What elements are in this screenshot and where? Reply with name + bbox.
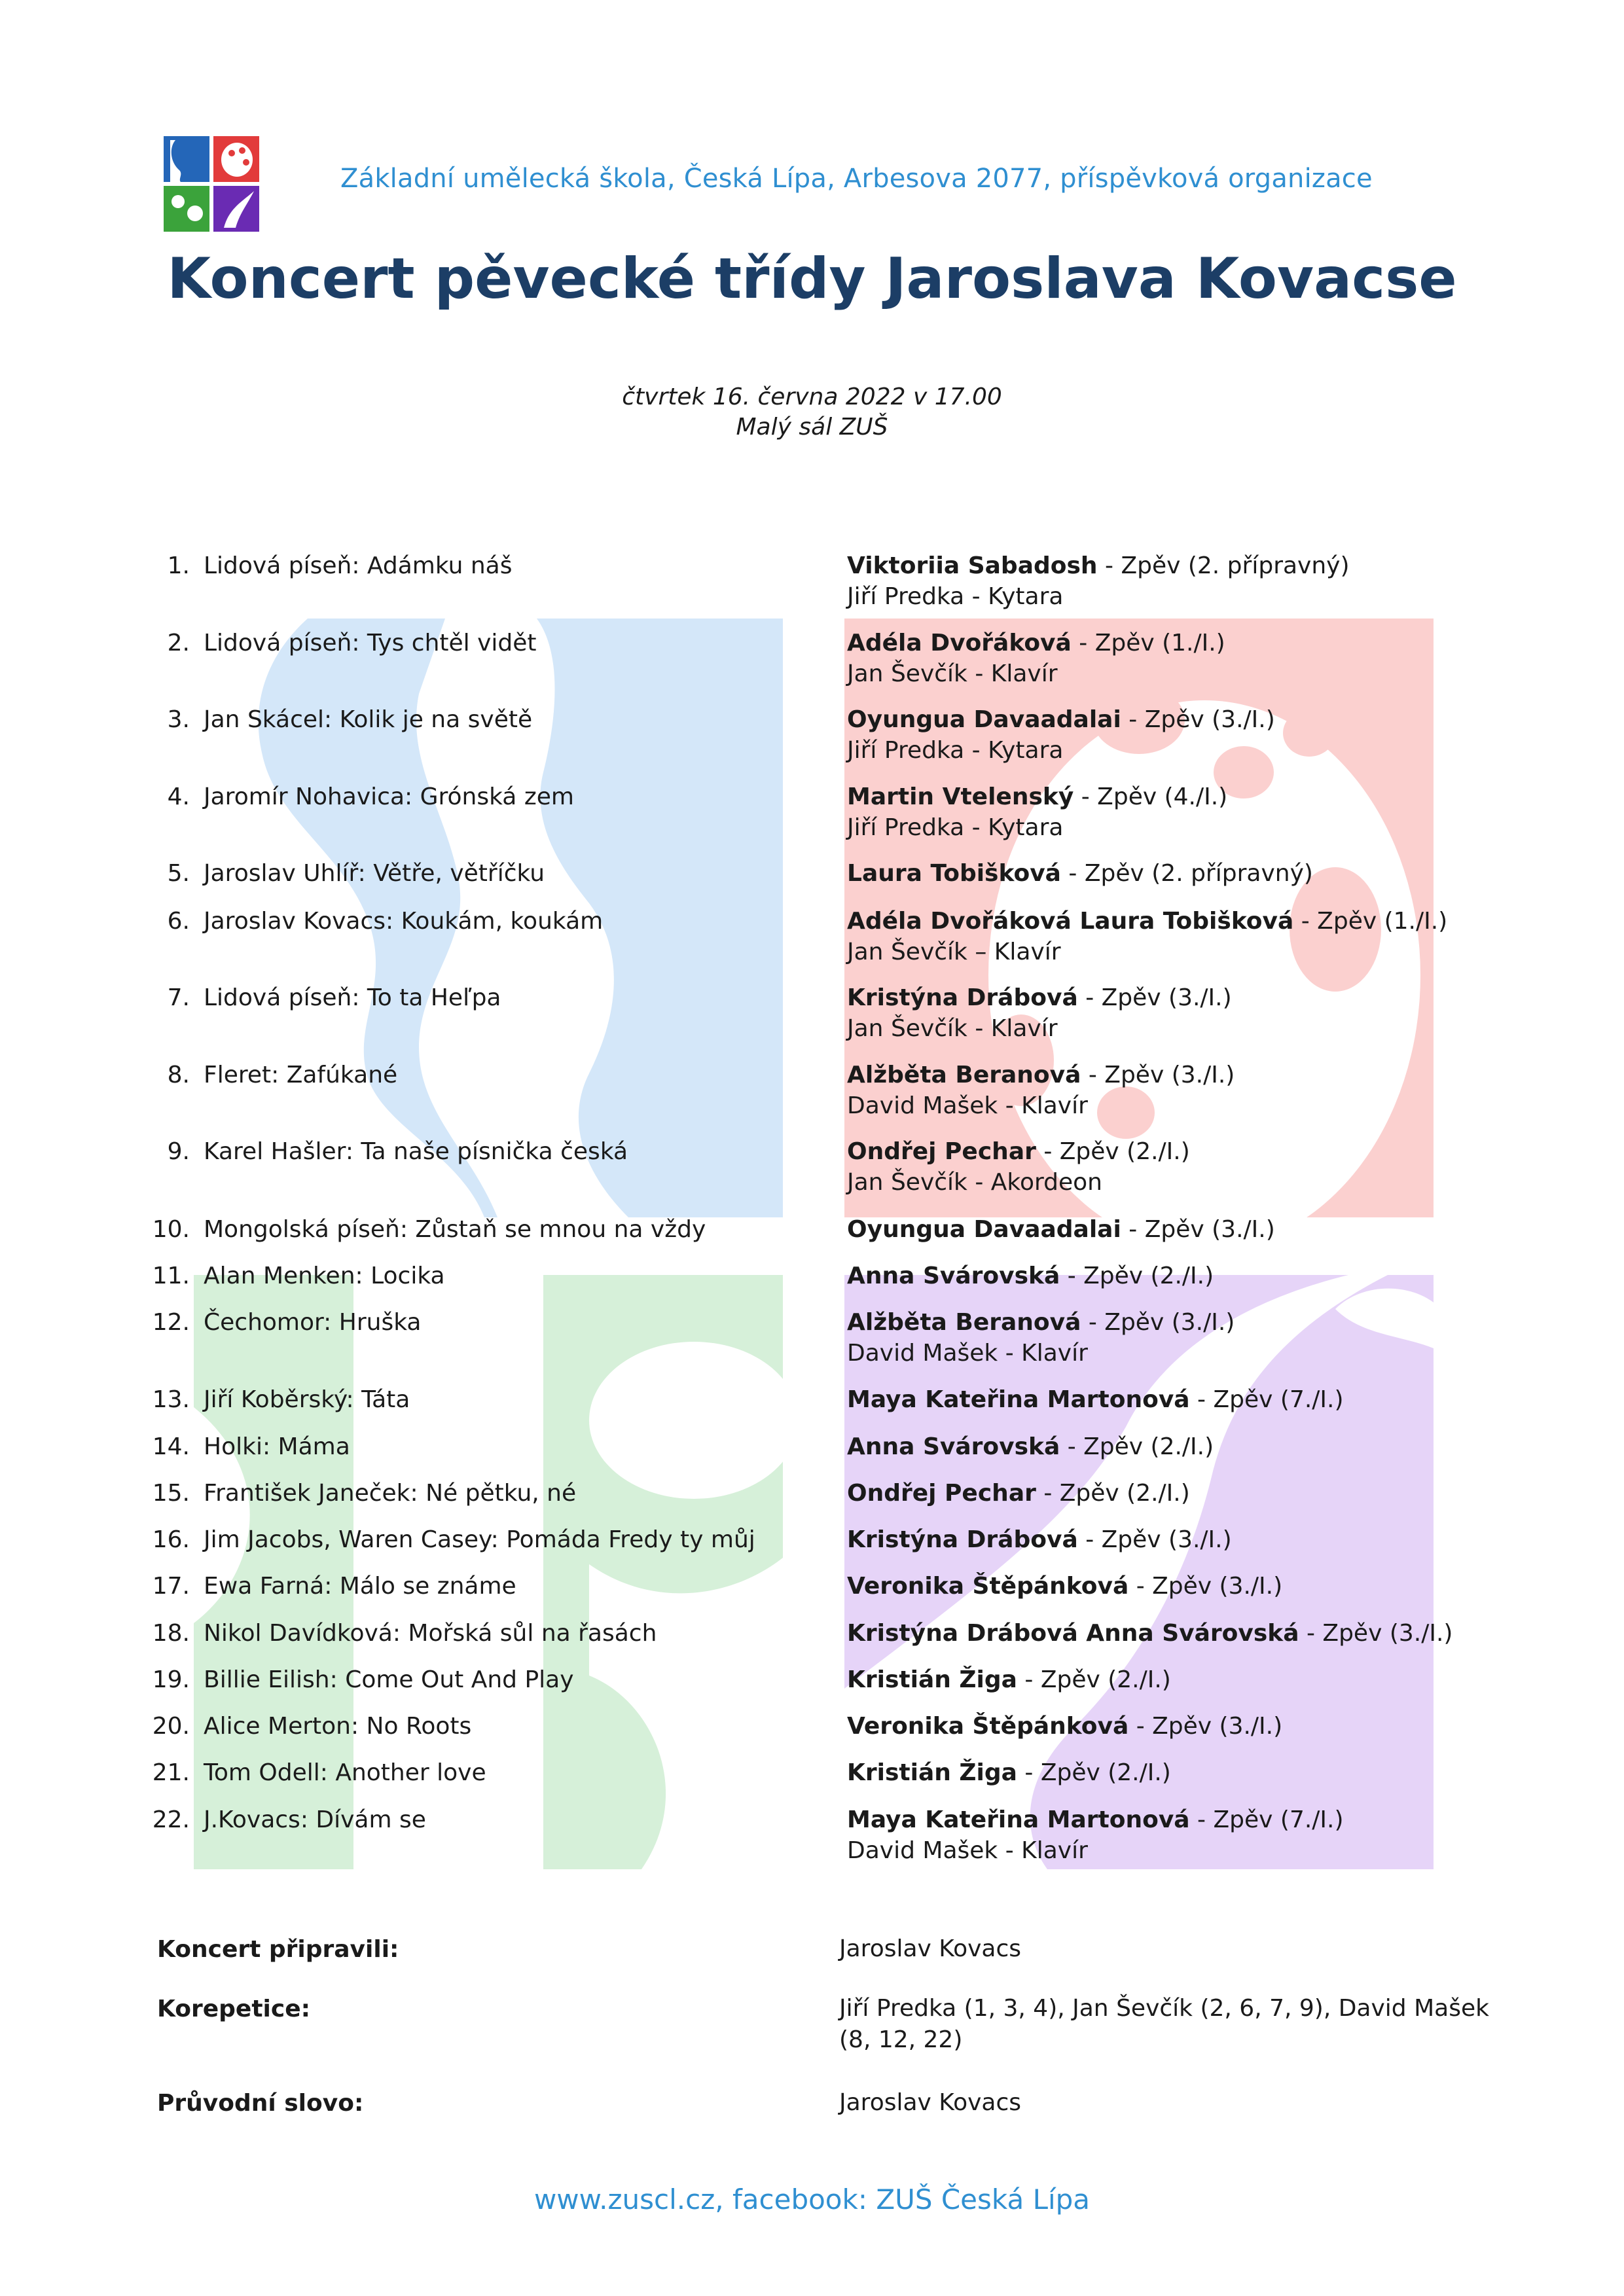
- program-performer-line: [847, 1137, 1190, 1167]
- program-piece: Jaroslav Uhlíř: Větře, větříčku: [204, 860, 545, 887]
- performer-role: - Zpěv (2./I.): [1036, 1480, 1190, 1507]
- program-number: 20.: [152, 1713, 190, 1740]
- program-number: 14.: [152, 1433, 190, 1460]
- program-piece: Tom Odell: Another love: [204, 1759, 486, 1786]
- program-performer-line: [847, 1571, 1282, 1602]
- performer-role: - Zpěv (4./I.): [1074, 783, 1228, 810]
- performer-role: - Zpěv (7./I.): [1189, 1386, 1344, 1413]
- program-number: 4.: [167, 783, 190, 810]
- performer-role: - Zpěv (1./I.): [1071, 630, 1225, 656]
- performer-name: Alžběta Beranová: [847, 1309, 1081, 1336]
- performer-name: Ondřej Pechar: [847, 1480, 1036, 1507]
- program-piece: Jaromír Nohavica: Grónská zem: [204, 783, 574, 810]
- performer-role: - Zpěv (3./I.): [1081, 1309, 1235, 1336]
- accompaniment-label: Korepetice:: [157, 1996, 311, 2022]
- program-accompaniment: Jiří Predka - Kytara: [847, 583, 1064, 610]
- program-performer-line: [847, 983, 1232, 1013]
- performer-name: Maya Kateřina Martonová: [847, 1806, 1190, 1833]
- prepared-label: Koncert připravili:: [157, 1936, 399, 1963]
- performer-role: - Zpěv (3./I.): [1077, 984, 1232, 1011]
- program-accompaniment: Jiří Predka - Kytara: [847, 737, 1064, 764]
- speech-label: Průvodní slovo:: [157, 2090, 364, 2117]
- program-performer-line: [847, 1308, 1235, 1338]
- program-number: 1.: [167, 552, 190, 579]
- program-number: 15.: [152, 1480, 190, 1507]
- program-piece: J.Kovacs: Dívám se: [204, 1806, 426, 1833]
- performer-name: Alžběta Beranová: [847, 1062, 1081, 1088]
- program-number: 11.: [152, 1263, 190, 1289]
- performer-name: Kristýna Drábová Anna Svárovská: [847, 1620, 1299, 1647]
- program-piece: Karel Hašler: Ta naše písnička česká: [204, 1138, 628, 1165]
- program-performer-line: [847, 551, 1350, 581]
- performer-role: - Zpěv (2./I.): [1060, 1263, 1214, 1289]
- program-performer-line: [847, 906, 1447, 937]
- accompaniment-value-line1: Jiří Predka (1, 3, 4), Jan Ševčík (2, 6, 7, 9), David Mašek: [839, 1995, 1489, 2022]
- program-piece: Jiří Koběrský: Táta: [204, 1386, 410, 1413]
- program-performer-line: [847, 1805, 1344, 1835]
- performer-role: - Zpěv (2. přípravný): [1097, 552, 1350, 579]
- performer-name: Kristián Žiga: [847, 1666, 1017, 1693]
- program-performer-line: [847, 1525, 1232, 1555]
- program-number: 18.: [152, 1620, 190, 1647]
- program-piece: Billie Eilish: Come Out And Play: [204, 1666, 574, 1693]
- performer-role: - Zpěv (2./I.): [1060, 1433, 1214, 1460]
- program-piece: Holki: Máma: [204, 1433, 350, 1460]
- performer-role: - Zpěv (1./I.): [1293, 908, 1448, 935]
- performer-role: - Zpěv (7./I.): [1189, 1806, 1344, 1833]
- program-piece: Lidová píseň: Tys chtěl vidět: [204, 630, 537, 656]
- program-number: 8.: [167, 1062, 190, 1088]
- performer-name: Kristián Žiga: [847, 1759, 1017, 1786]
- performer-role: - Zpěv (3./I.): [1121, 1216, 1275, 1243]
- program-number: 19.: [152, 1666, 190, 1693]
- performer-name: Anna Svárovská: [847, 1263, 1060, 1289]
- performer-role: - Zpěv (3./I.): [1121, 706, 1275, 733]
- page-title: Koncert pěvecké třídy Jaroslava Kovacse: [167, 246, 1457, 312]
- performer-name: Maya Kateřina Martonová: [847, 1386, 1190, 1413]
- program-accompaniment: Jan Ševčík – Klavír: [847, 939, 1061, 965]
- prepared-value: Jaroslav Kovacs: [839, 1935, 1022, 1962]
- performer-name: Oyungua Davaadalai: [847, 706, 1121, 733]
- performer-name: Kristýna Drábová: [847, 984, 1078, 1011]
- performer-role: - Zpěv (3./I.): [1299, 1620, 1453, 1647]
- performer-name: Oyungua Davaadalai: [847, 1216, 1121, 1243]
- program-number: 10.: [152, 1216, 190, 1243]
- performer-role: - Zpěv (3./I.): [1128, 1713, 1283, 1740]
- speech-value: Jaroslav Kovacs: [839, 2089, 1022, 2116]
- performer-name: Kristýna Drábová: [847, 1526, 1078, 1553]
- school-name: Základní umělecká škola, Česká Lípa, Arbesova 2077, příspěvková organizace: [340, 164, 1373, 194]
- program-piece: Alice Merton: No Roots: [204, 1713, 472, 1740]
- program-piece: Fleret: Zafúkané: [204, 1062, 398, 1088]
- program-performer-line: [847, 1479, 1190, 1509]
- program-number: 6.: [167, 908, 190, 935]
- program-piece: František Janeček: Né pětku, né: [204, 1480, 577, 1507]
- performer-name: Adéla Dvořáková: [847, 630, 1072, 656]
- performer-role: - Zpěv (2. přípravný): [1060, 860, 1313, 887]
- program-number: 13.: [152, 1386, 190, 1413]
- program-performer-line: [847, 1712, 1282, 1742]
- program-piece: Ewa Farná: Málo se známe: [204, 1573, 516, 1600]
- program-performer-line: [847, 1665, 1171, 1695]
- performer-name: Anna Svárovská: [847, 1433, 1060, 1460]
- program-performer-line: [847, 859, 1313, 889]
- performer-role: - Zpěv (3./I.): [1077, 1526, 1232, 1553]
- program-number: 21.: [152, 1759, 190, 1786]
- performer-name: Veronika Štěpánková: [847, 1713, 1129, 1740]
- performer-role: - Zpěv (2./I.): [1017, 1759, 1171, 1786]
- program-piece: Lidová píseň: To ta Heľpa: [204, 984, 501, 1011]
- program-accompaniment: Jiří Predka - Kytara: [847, 814, 1064, 841]
- program-performer-line: [847, 1432, 1214, 1462]
- program-performer-line: [847, 1261, 1214, 1291]
- concert-venue: Malý sál ZUŠ: [736, 414, 888, 440]
- performer-name: Viktoriia Sabadosh: [847, 552, 1098, 579]
- footer-links[interactable]: www.zuscl.cz, facebook: ZUŠ Česká Lípa: [533, 2183, 1091, 2215]
- performer-name: Laura Tobišková: [847, 860, 1061, 887]
- performer-role: - Zpěv (2./I.): [1017, 1666, 1171, 1693]
- program-accompaniment: David Mašek - Klavír: [847, 1340, 1088, 1367]
- accompaniment-value-line2: (8, 12, 22): [839, 2026, 963, 2053]
- program-accompaniment: Jan Ševčík - Klavír: [847, 1015, 1058, 1042]
- program-performer-line: [847, 782, 1227, 812]
- program-number: 9.: [167, 1138, 190, 1165]
- program-performer-line: [847, 1758, 1171, 1788]
- program-number: 5.: [167, 860, 190, 887]
- program-piece: Lidová píseň: Adámku náš: [204, 552, 513, 579]
- program-performer-line: [847, 705, 1275, 735]
- program-number: 17.: [152, 1573, 190, 1600]
- performer-name: Ondřej Pechar: [847, 1138, 1036, 1165]
- program-piece: Nikol Davídková: Mořská sůl na řasách: [204, 1620, 657, 1647]
- program-number: 3.: [167, 706, 190, 733]
- program-number: 16.: [152, 1526, 190, 1553]
- program-performer-line: [847, 1060, 1235, 1090]
- program-performer-line: [847, 628, 1225, 658]
- program-number: 2.: [167, 630, 190, 656]
- program-performer-line: [847, 1385, 1344, 1415]
- program-performer-line: [847, 1619, 1453, 1649]
- program-accompaniment: David Mašek - Klavír: [847, 1837, 1088, 1864]
- program-piece: Jim Jacobs, Waren Casey: Pomáda Fredy ty můj: [204, 1526, 755, 1553]
- program-performer-line: [847, 1215, 1275, 1245]
- performer-role: - Zpěv (2./I.): [1036, 1138, 1190, 1165]
- performer-name: Adéla Dvořáková Laura Tobišková: [847, 908, 1294, 935]
- program-piece: Mongolská píseň: Zůstaň se mnou na vždy: [204, 1216, 706, 1243]
- performer-role: - Zpěv (3./I.): [1128, 1573, 1283, 1600]
- program-number: 22.: [152, 1806, 190, 1833]
- program-accompaniment: Jan Ševčík - Klavír: [847, 660, 1058, 687]
- performer-name: Martin Vtelenský: [847, 783, 1074, 810]
- concert-datetime: čtvrtek 16. června 2022 v 17.00: [622, 384, 1002, 410]
- program-accompaniment: David Mašek - Klavír: [847, 1092, 1088, 1119]
- performer-role: - Zpěv (3./I.): [1081, 1062, 1235, 1088]
- program-piece: Čechomor: Hruška: [204, 1309, 422, 1336]
- program-accompaniment: Jan Ševčík - Akordeon: [847, 1169, 1102, 1196]
- performer-name: Veronika Štěpánková: [847, 1573, 1129, 1600]
- program-number: 12.: [152, 1309, 190, 1336]
- program-number: 7.: [167, 984, 190, 1011]
- program-piece: Jaroslav Kovacs: Koukám, koukám: [204, 908, 604, 935]
- program-piece: Jan Skácel: Kolik je na světě: [204, 706, 533, 733]
- program-piece: Alan Menken: Locika: [204, 1263, 445, 1289]
